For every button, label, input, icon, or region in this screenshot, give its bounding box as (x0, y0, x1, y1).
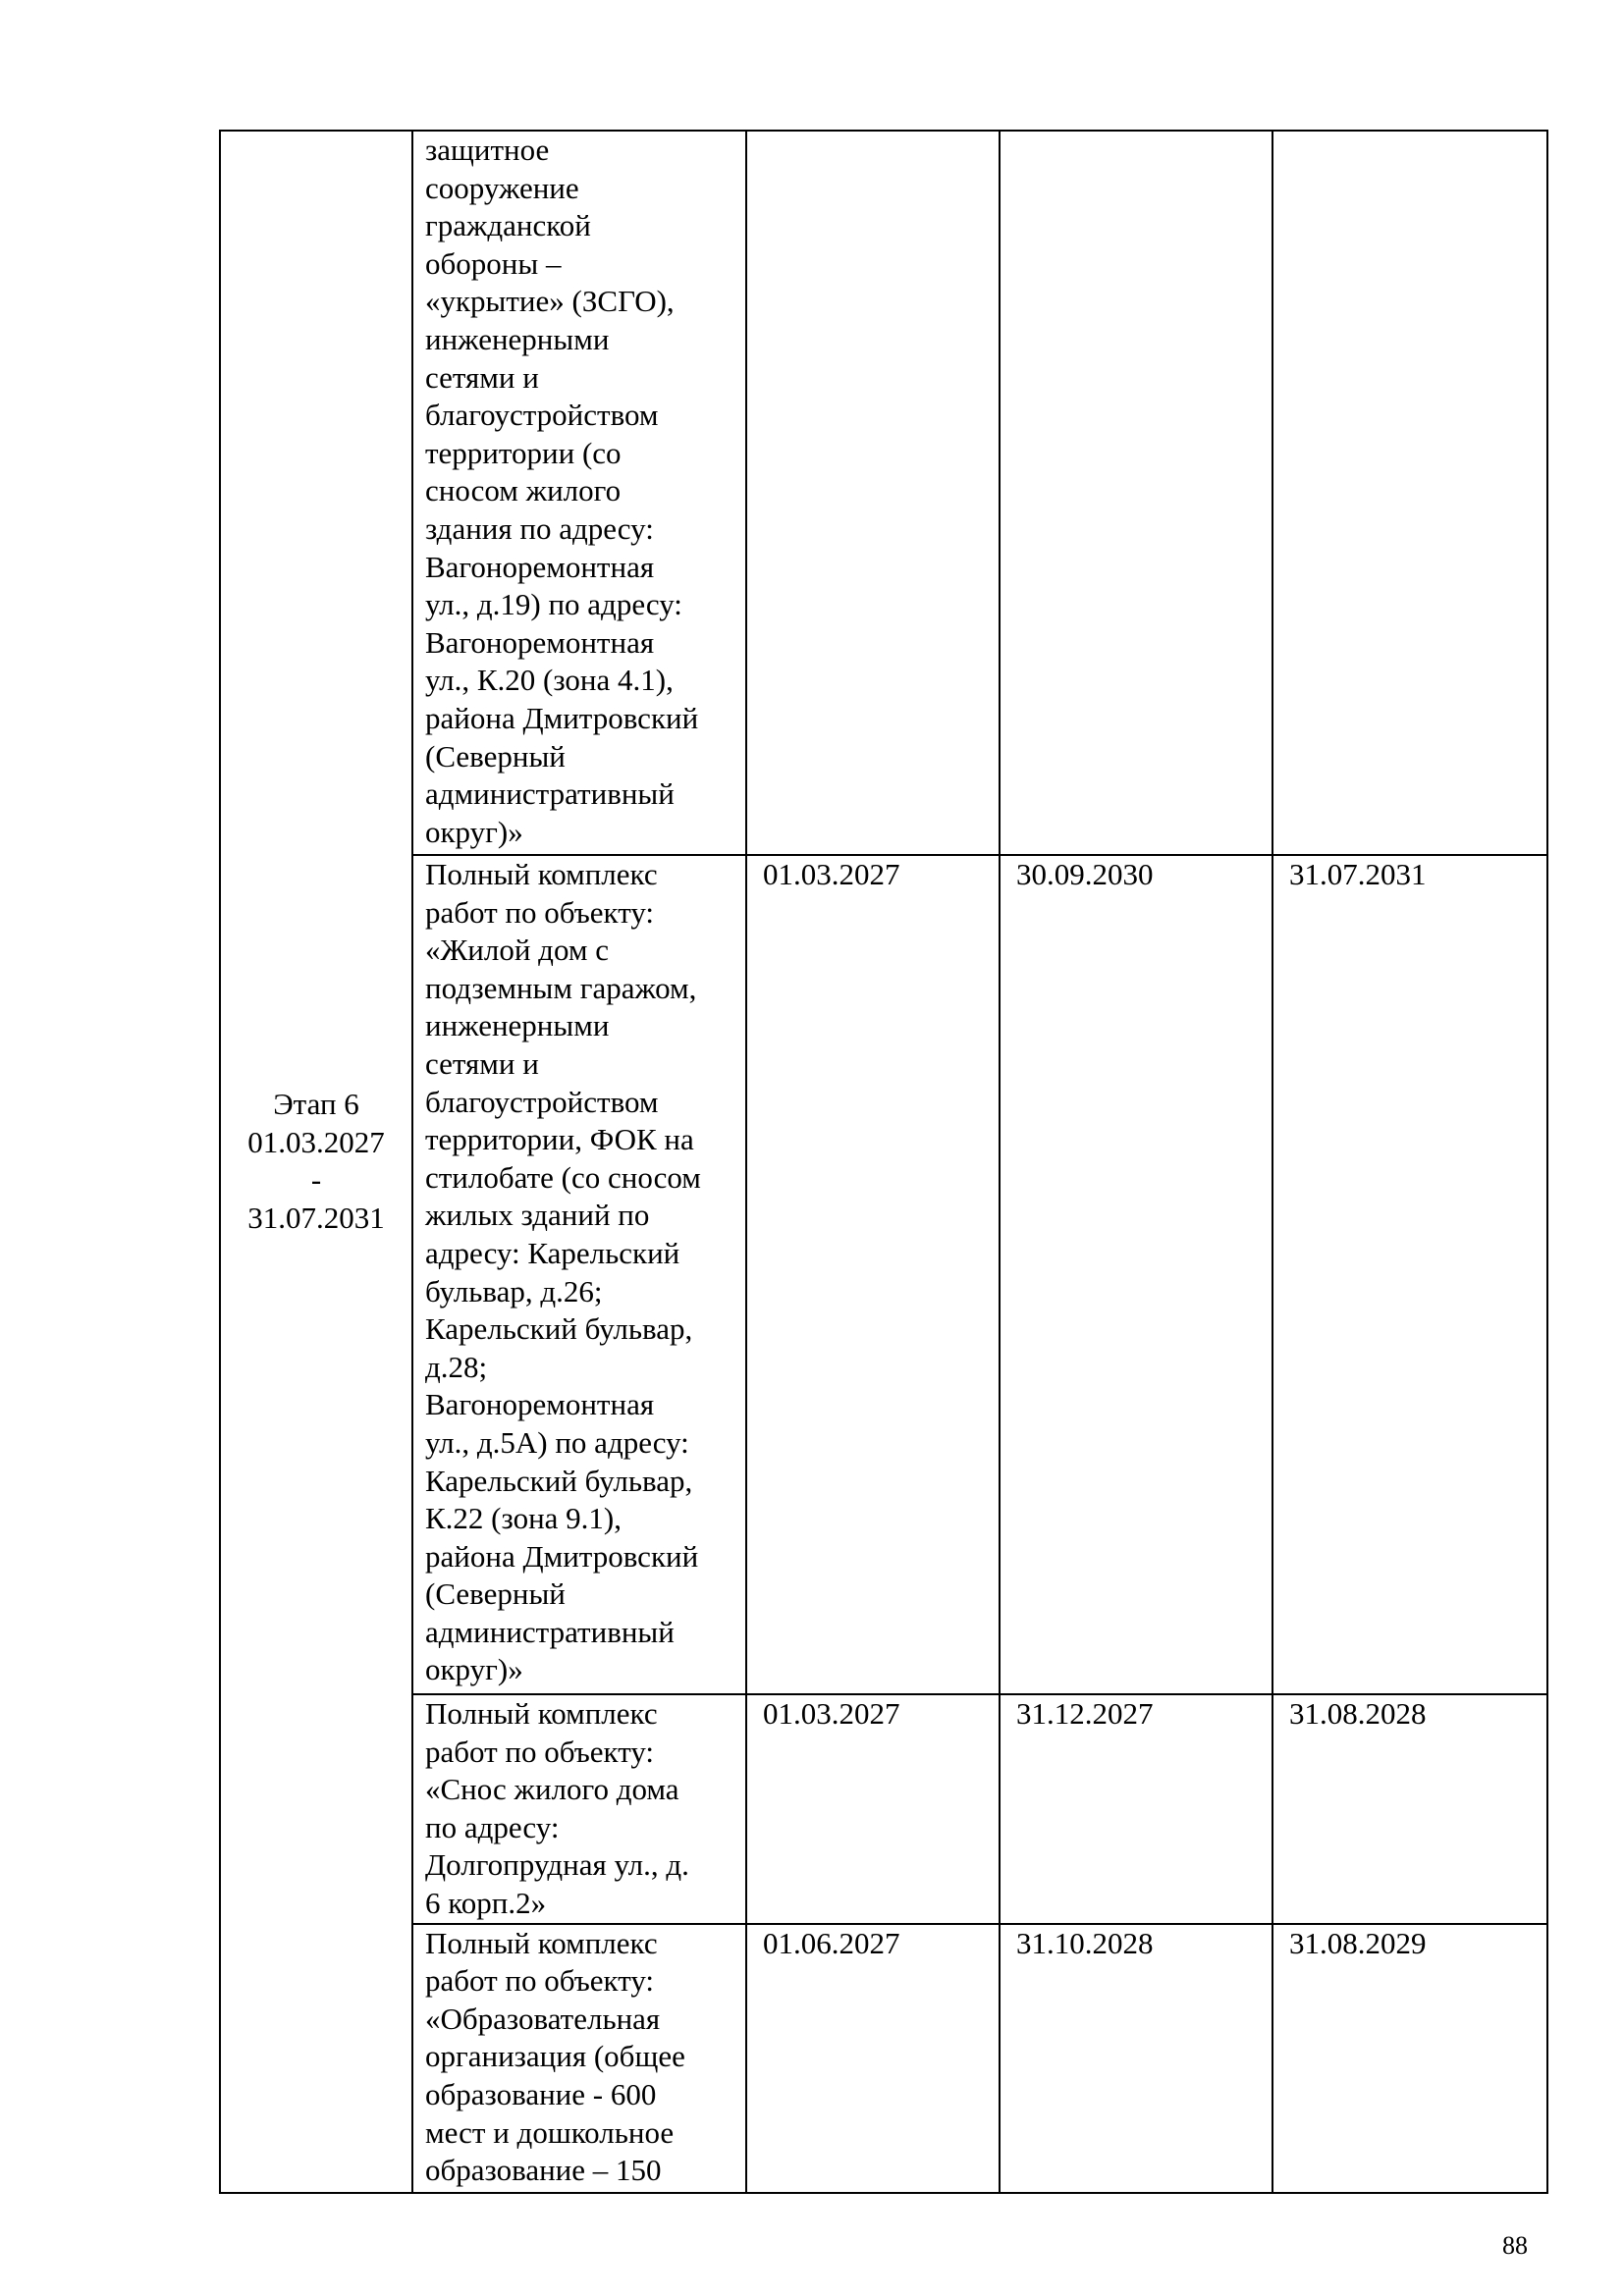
stage-cell (220, 131, 412, 2193)
table-row (220, 131, 1547, 855)
start-date: 01.03.2027 (746, 1694, 1000, 1924)
design-end-date: 30.09.2030 (1000, 855, 1272, 1694)
table-row (220, 1924, 1547, 2193)
table-row (220, 1694, 1547, 1924)
stage-separator: - (310, 1162, 322, 1198)
completion-date: 31.07.2031 (1272, 855, 1547, 1694)
stage-label: Этап 6 (273, 1087, 359, 1122)
stage-end-date: 31.07.2031 (247, 1200, 385, 1235)
object-description: Полный комплекс работ по объекту: «Образовательная организация (общее образование - 600 мест и дошкольное образование – 150 (412, 1924, 746, 2193)
start-date: 01.03.2027 (746, 855, 1000, 1694)
schedule-table (219, 130, 1548, 2194)
object-description: Полный комплекс работ по объекту: «Снос жилого дома по адресу: Долгопрудная ул., д. 6 корп.2» (412, 1694, 746, 1924)
object-description: защитное сооружение гражданской обороны – «укрытие» (ЗСГО), инженерными сетями и благоустройством территории (со сносом жилого здания по адресу: Вагоноремонтная ул., д.19) по адресу: Вагоноремонтная ул., К.20 (зона 4.1), района Дмитровский (Северный административный округ)» (412, 131, 746, 855)
design-end-date: 31.10.2028 (1000, 1924, 1272, 2193)
completion-date (1272, 131, 1547, 855)
object-description: Полный комплекс работ по объекту: «Жилой дом с подземным гаражом, инженерными сетями и благоустройством территории, ФОК на стилобате (со сносом жилых зданий по адресу: Карельский бульвар, д.26; Карельский бульвар, д.28; Вагоноремонтная ул., д.5А) по адресу: Карельский бульвар, К.22 (зона 9.1), района Дмитровский (Северный административный округ)» (412, 855, 746, 1694)
design-end-date (1000, 131, 1272, 855)
completion-date: 31.08.2029 (1272, 1924, 1547, 2193)
start-date (746, 131, 1000, 855)
table-row (220, 855, 1547, 1694)
completion-date: 31.08.2028 (1272, 1694, 1547, 1924)
page-number: 88 (1502, 2231, 1528, 2260)
start-date: 01.06.2027 (746, 1924, 1000, 2193)
stage-start-date: 01.03.2027 (247, 1124, 385, 1159)
design-end-date: 31.12.2027 (1000, 1694, 1272, 1924)
